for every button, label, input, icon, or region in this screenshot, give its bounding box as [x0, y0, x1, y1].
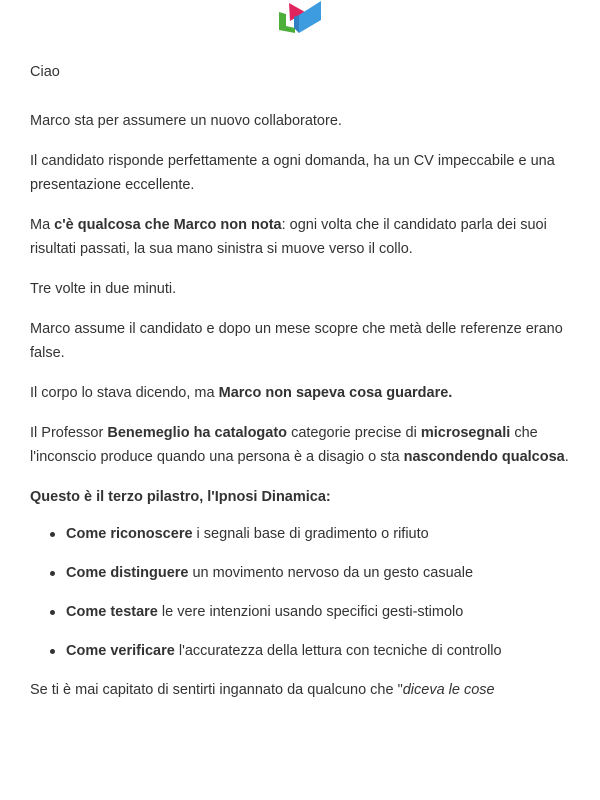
text: .	[564, 449, 569, 465]
emphasis: Come verificare	[66, 643, 175, 659]
emphasis: Come distinguere	[66, 565, 189, 581]
text: un movimento nervoso da un gesto casuale	[188, 565, 474, 581]
email-body	[30, 60, 590, 718]
pillar-list	[30, 522, 590, 663]
emphasis: nascondendo qualcosa	[403, 449, 565, 465]
emphasis: Benemeglio ha catalogato	[107, 425, 288, 441]
emphasis: Marco non sapeva cosa guardare.	[218, 385, 453, 401]
greeting: Ciao	[30, 64, 60, 80]
paragraph-count: Tre volte in due minuti.	[30, 281, 177, 297]
text: categorie precise di	[287, 425, 421, 441]
paragraph-professor	[30, 421, 590, 469]
brand-logo-icon	[277, 0, 323, 34]
bullet-icon	[50, 610, 55, 615]
brand-logo	[277, 0, 323, 34]
text: le vere intenzioni usando specifici gesti-stimolo	[157, 604, 464, 620]
emphasis: c'è qualcosa che Marco non nota	[54, 217, 282, 233]
paragraph-intro: Marco sta per assumere un nuovo collaboratore.	[30, 113, 342, 129]
text: Il corpo lo stava dicendo, ma	[30, 385, 219, 401]
list-item	[48, 600, 590, 624]
emphasis: Come riconoscere	[66, 526, 193, 542]
bullet-icon	[50, 571, 55, 576]
text: i segnali base di gradimento o rifiuto	[192, 526, 429, 542]
text: che l'inconscio produce quando una persona è a disagio o sta	[30, 425, 538, 465]
list-item	[48, 639, 590, 663]
text: Se ti è mai capitato di sentirti ingannato da qualcuno che "	[30, 682, 403, 698]
text: Il Professor	[30, 425, 108, 441]
emphasis: microsegnali	[420, 425, 511, 441]
emphasis: Come testare	[66, 604, 158, 620]
text: l'accuratezza della lettura con tecniche di controllo	[174, 643, 502, 659]
pillar-heading-text: Questo è il terzo pilastro, l'Ipnosi Dinamica:	[30, 489, 331, 505]
bullet-icon	[50, 649, 55, 654]
paragraph-observation	[30, 213, 590, 261]
text: : ogni volta che il candidato parla dei suoi risultati passati, la sua mano sinistra si muove verso il collo.	[30, 217, 547, 257]
text: Ma	[30, 217, 55, 233]
paragraph-candidate: Il candidato risponde perfettamente a ogni domanda, ha un CV impeccabile e una presentazione eccellente.	[30, 153, 555, 193]
list-item	[48, 522, 590, 546]
paragraph-body-signal	[30, 381, 590, 405]
paragraph-closing	[30, 678, 590, 702]
quote-italic: diceva le cose	[402, 682, 495, 698]
pillar-heading	[30, 485, 590, 509]
list-item	[48, 561, 590, 585]
bullet-icon	[50, 532, 55, 537]
paragraph-outcome: Marco assume il candidato e dopo un mese scopre che metà delle referenze erano false.	[30, 321, 563, 361]
